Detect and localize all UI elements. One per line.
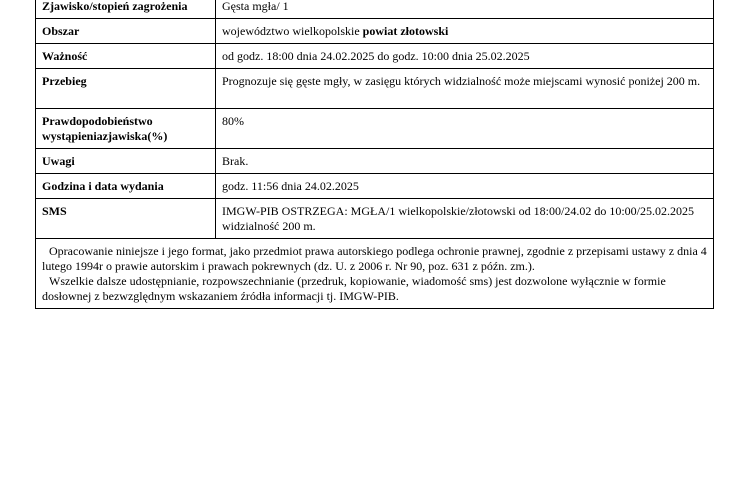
row-label-validity: Ważność bbox=[36, 44, 216, 69]
row-value-remarks: Brak. bbox=[216, 149, 714, 174]
table-row bbox=[36, 19, 714, 44]
copyright-paragraph-2: Wszelkie dalsze udostępnianie, rozpowszechnianie (przedruk, kopiowanie, wiadomość sms) jest dozwolone wyłącznie w formie dosłownej z bezwzględnym wskazaniem źródła informacji tj. IMGW-PIB. bbox=[42, 274, 666, 303]
footer-row bbox=[36, 239, 714, 309]
row-label-remarks: Uwagi bbox=[36, 149, 216, 174]
row-label-probability: Prawdopodobieństwo wystąpieniazjawiska(%) bbox=[36, 109, 216, 149]
row-label-sms: SMS bbox=[36, 199, 216, 239]
copyright-paragraph-1: Opracowanie niniejsze i jego format, jako przedmiot prawa autorskiego podlega ochronie prawnej, zgodnie z przepisami ustawy z dnia 4 lutego 1994r o prawie autorskim i prawach pokrewnych (dz. U. z 2006 r. Nr 90, poz. 631 z późn. zm.). bbox=[42, 244, 707, 273]
table-row bbox=[36, 0, 714, 19]
copyright-notice bbox=[36, 239, 714, 309]
table-row bbox=[36, 44, 714, 69]
row-value-validity: od godz. 18:00 dnia 24.02.2025 do godz. 10:00 dnia 25.02.2025 bbox=[216, 44, 714, 69]
row-label-issue-time: Godzina i data wydania bbox=[36, 174, 216, 199]
row-value-area bbox=[216, 19, 714, 44]
row-label-phenomenon: Zjawisko/stopień zagrożenia bbox=[36, 0, 216, 19]
row-value-phenomenon: Gęsta mgła/ 1 bbox=[216, 0, 714, 19]
row-value-probability: 80% bbox=[216, 109, 714, 149]
area-region: województwo wielkopolskie bbox=[222, 24, 363, 38]
row-label-course: Przebieg bbox=[36, 69, 216, 109]
row-label-area: Obszar bbox=[36, 19, 216, 44]
row-value-sms: IMGW-PIB OSTRZEGA: MGŁA/1 wielkopolskie/złotowski od 18:00/24.02 do 10:00/25.02.2025 widzialność 200 m. bbox=[216, 199, 714, 239]
area-county: powiat złotowski bbox=[362, 24, 449, 38]
row-value-course: Prognozuje się gęste mgły, w zasięgu których widzialność może miejscami wynosić poniżej 200 m. bbox=[216, 69, 714, 109]
warning-table bbox=[35, 0, 714, 309]
table-row bbox=[36, 109, 714, 149]
table-row bbox=[36, 174, 714, 199]
table-row bbox=[36, 149, 714, 174]
table-row bbox=[36, 69, 714, 109]
row-value-issue-time: godz. 11:56 dnia 24.02.2025 bbox=[216, 174, 714, 199]
table-row bbox=[36, 199, 714, 239]
